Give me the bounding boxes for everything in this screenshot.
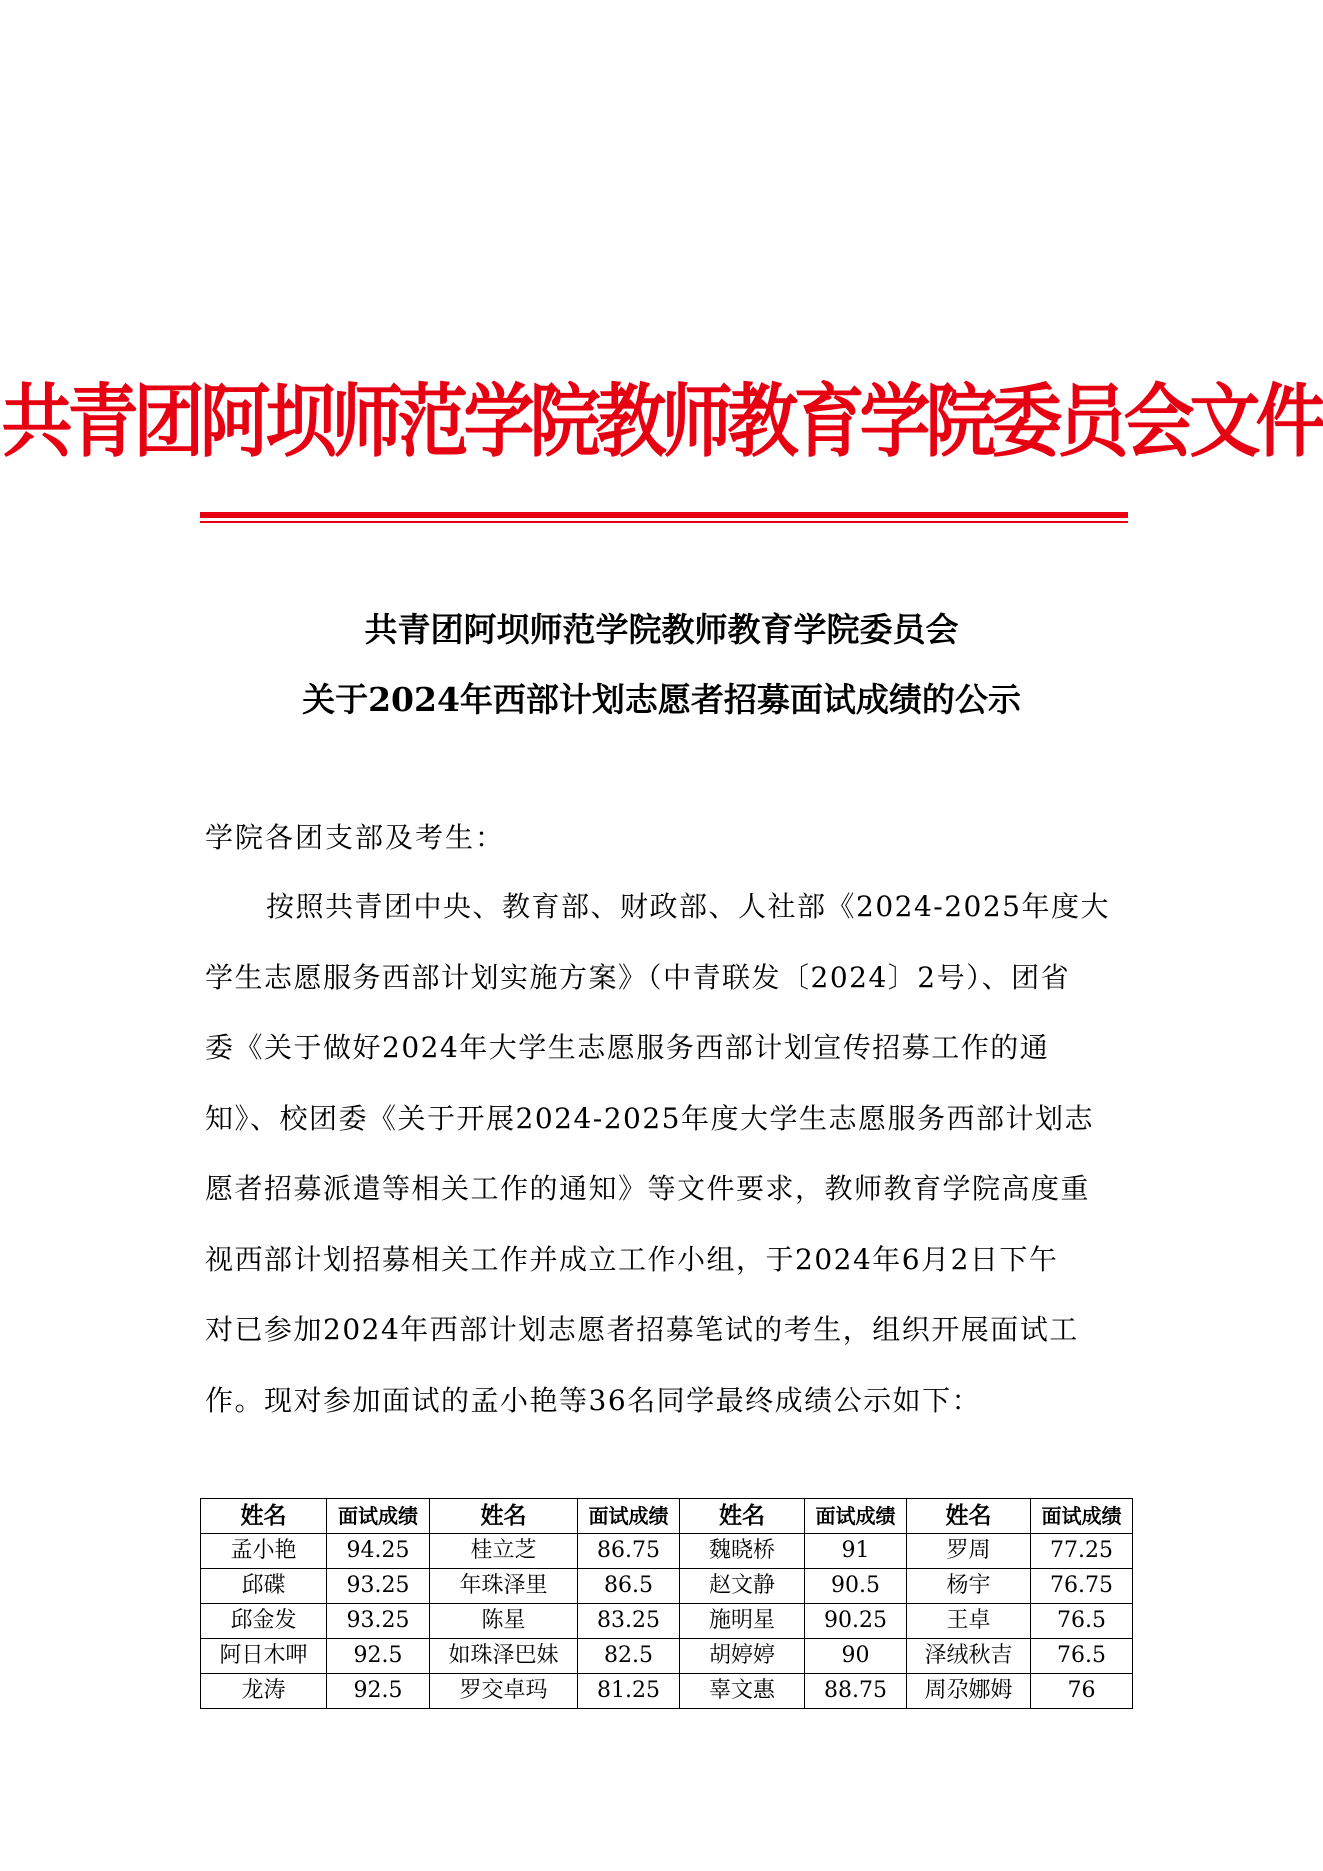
student-name-cell: 赵文静: [680, 1569, 805, 1604]
student-name-cell: 罗交卓玛: [430, 1674, 578, 1709]
column-header-name: 姓名: [680, 1499, 805, 1534]
body-line: 学生志愿服务西部计划实施方案》（中青联发〔2024〕2号）、团省: [205, 960, 1071, 994]
masthead-red-rule-thick: [200, 512, 1128, 518]
interview-score-cell: 86.75: [578, 1534, 680, 1569]
interview-score-cell: 76.5: [1031, 1604, 1133, 1639]
column-header-name: 姓名: [430, 1499, 578, 1534]
student-name-cell: 杨宇: [907, 1569, 1031, 1604]
student-name-cell: 年珠泽里: [430, 1569, 578, 1604]
document-masthead: 共青团阿坝师范学院教师教育学院委员会文件: [1, 374, 1322, 468]
interview-score-cell: 88.75: [805, 1674, 907, 1709]
interview-score-cell: 83.25: [578, 1604, 680, 1639]
interview-score-cell: 91: [805, 1534, 907, 1569]
student-name-cell: 阿日木呷: [201, 1639, 327, 1674]
student-name-cell: 陈星: [430, 1604, 578, 1639]
interview-score-cell: 82.5: [578, 1639, 680, 1674]
body-line: 作。现对参加面试的孟小艳等36名同学最终成绩公示如下：: [205, 1383, 982, 1417]
student-name-cell: 胡婷婷: [680, 1639, 805, 1674]
interview-scores-table: [200, 1498, 1133, 1709]
interview-score-cell: 90.25: [805, 1604, 907, 1639]
table-row: [201, 1674, 1133, 1709]
interview-score-cell: 86.5: [578, 1569, 680, 1604]
body-line: 视西部计划招募相关工作并成立工作小组，于2024年6月2日下午: [205, 1242, 1059, 1276]
student-name-cell: 泽绒秋吉: [907, 1639, 1031, 1674]
interview-score-cell: 92.5: [327, 1639, 430, 1674]
student-name-cell: 孟小艳: [201, 1534, 327, 1569]
column-header-score: 面试成绩: [805, 1499, 907, 1534]
student-name-cell: 如珠泽巴妹: [430, 1639, 578, 1674]
column-header-score: 面试成绩: [327, 1499, 430, 1534]
student-name-cell: 周尕娜姆: [907, 1674, 1031, 1709]
interview-score-cell: 90.5: [805, 1569, 907, 1604]
interview-score-cell: 76.75: [1031, 1569, 1133, 1604]
interview-score-cell: 94.25: [327, 1534, 430, 1569]
body-line: 按照共青团中央、教育部、财政部、人社部《2024-2025年度大: [266, 890, 1110, 923]
student-name-cell: 王卓: [907, 1604, 1031, 1639]
table-row: [201, 1639, 1133, 1674]
student-name-cell: 邱碟: [201, 1569, 327, 1604]
interview-score-cell: 81.25: [578, 1674, 680, 1709]
student-name-cell: 罗周: [907, 1534, 1031, 1569]
document-title-line-2: 关于2024年西部计划志愿者招募面试成绩的公示: [302, 680, 1021, 719]
table-header-row: [201, 1499, 1133, 1534]
body-line: 对已参加2024年西部计划志愿者招募笔试的考生，组织开展面试工: [205, 1313, 1079, 1346]
interview-score-cell: 77.25: [1031, 1534, 1133, 1569]
column-header-name: 姓名: [201, 1499, 327, 1534]
document-title-line-1: 共青团阿坝师范学院教师教育学院委员会: [364, 610, 959, 649]
interview-score-cell: 76: [1031, 1674, 1133, 1709]
greeting: 学院各团支部及考生：: [205, 821, 506, 854]
body-paragraph: [205, 885, 1128, 1449]
table-row: [201, 1604, 1133, 1639]
body-line: 愿者招募派遣等相关工作的通知》等文件要求，教师教育学院高度重: [205, 1172, 1091, 1205]
student-name-cell: 邱金发: [201, 1604, 327, 1639]
interview-score-cell: 90: [805, 1639, 907, 1674]
student-name-cell: 施明星: [680, 1604, 805, 1639]
table-row: [201, 1569, 1133, 1604]
masthead-red-rule-thin: [200, 521, 1128, 523]
interview-score-cell: 93.25: [327, 1569, 430, 1604]
student-name-cell: 桂立芝: [430, 1534, 578, 1569]
column-header-score: 面试成绩: [578, 1499, 680, 1534]
interview-score-cell: 93.25: [327, 1604, 430, 1639]
body-line: 委《关于做好2024年大学生志愿服务西部计划宣传招募工作的通: [205, 1031, 1050, 1064]
body-line: 知》、校团委《关于开展2024-2025年度大学生志愿服务西部计划志: [205, 1101, 1094, 1135]
interview-score-cell: 76.5: [1031, 1639, 1133, 1674]
column-header-score: 面试成绩: [1031, 1499, 1133, 1534]
column-header-name: 姓名: [907, 1499, 1031, 1534]
student-name-cell: 魏晓桥: [680, 1534, 805, 1569]
interview-score-cell: 92.5: [327, 1674, 430, 1709]
student-name-cell: 龙涛: [201, 1674, 327, 1709]
table-row: [201, 1534, 1133, 1569]
student-name-cell: 辜文惠: [680, 1674, 805, 1709]
